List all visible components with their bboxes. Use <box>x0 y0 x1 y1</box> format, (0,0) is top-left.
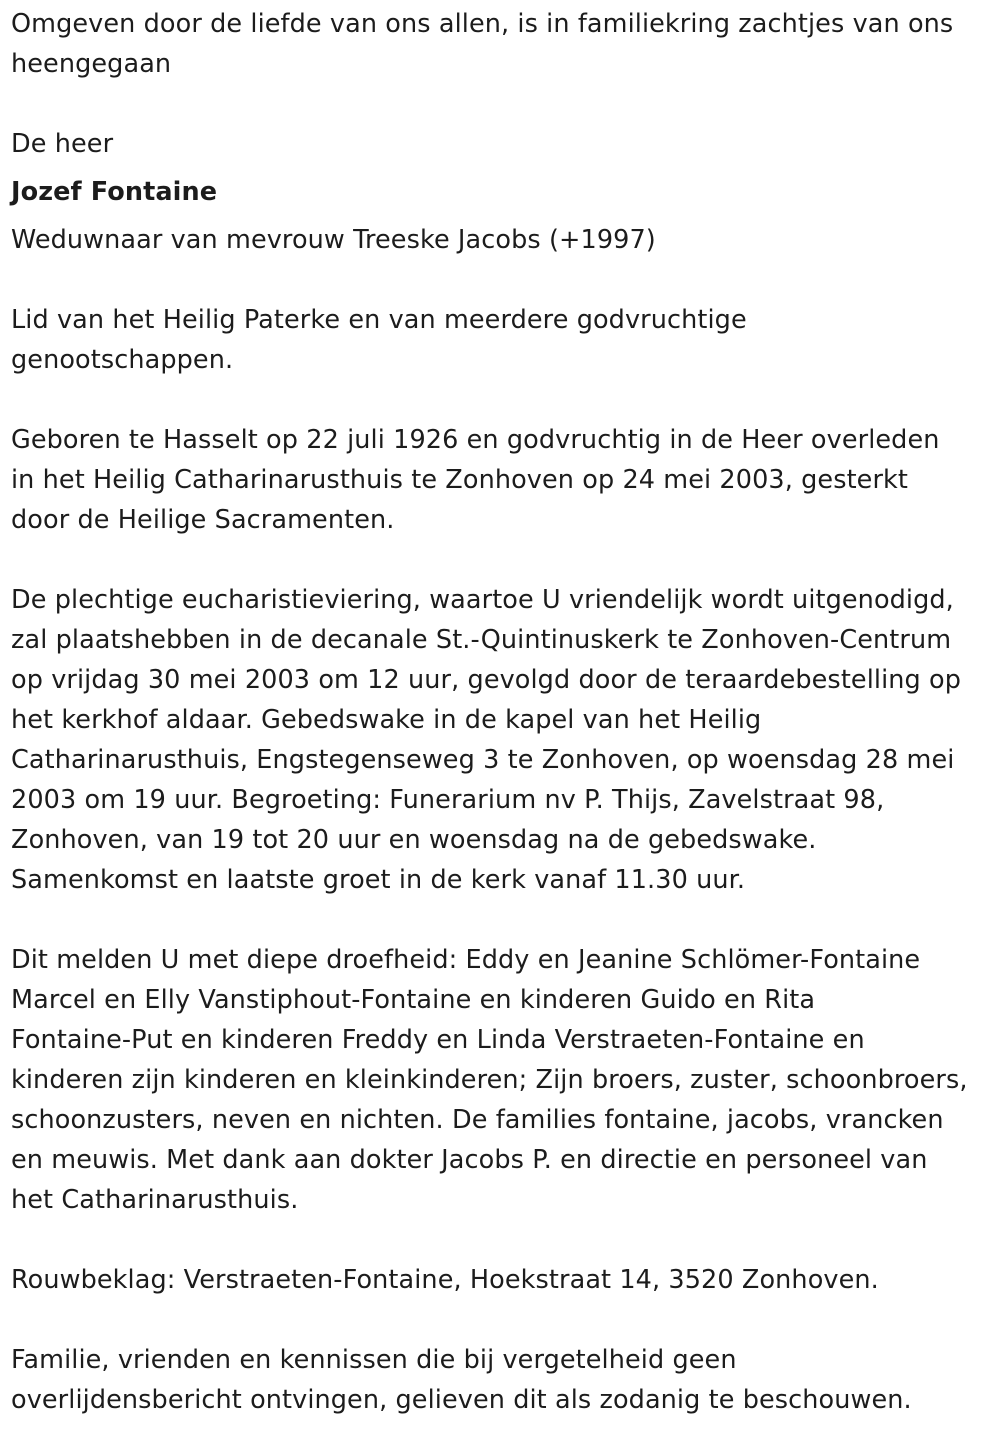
text-line: heengegaan <box>11 49 172 79</box>
text-line: het kerkhof aldaar. Gebedswake in de kapel van het Heilig <box>11 705 762 735</box>
text-line: kinderen zijn kinderen en kleinkinderen; Zijn broers, zuster, schoonbroers, <box>11 1065 968 1095</box>
text-line: genootschappen. <box>11 345 234 375</box>
obituary-text <box>11 4 995 1420</box>
membership-paragraph <box>11 300 995 380</box>
text-line: Lid van het Heilig Paterke en van meerdere godvruchtige <box>11 305 747 335</box>
text-line: overlijdensbericht ontvingen, gelieven dit als zodanig te beschouwen. <box>11 1385 912 1415</box>
text-line: zal plaatshebben in de decanale St.-Quintinuskerk te Zonhoven-Centrum <box>11 625 952 655</box>
ceremony-paragraph <box>11 580 995 900</box>
text-line: op vrijdag 30 mei 2003 om 12 uur, gevolgd door de teraardebestelling op <box>11 665 962 695</box>
text-line: door de Heilige Sacramenten. <box>11 505 395 535</box>
text-line: 2003 om 19 uur. Begroeting: Funerarium nv P. Thijs, Zavelstraat 98, <box>11 785 885 815</box>
text-line: het Catharinarusthuis. <box>11 1185 299 1215</box>
text-line: Fontaine-Put en kinderen Freddy en Linda Verstraeten-Fontaine en <box>11 1025 865 1055</box>
text-line: De plechtige eucharistieviering, waartoe U vriendelijk wordt uitgenodigd, <box>11 585 954 615</box>
salutation: De heer <box>11 129 114 159</box>
birth-death-paragraph <box>11 420 995 540</box>
text-line: Zonhoven, van 19 tot 20 uur en woensdag na de gebedswake. <box>11 825 817 855</box>
text-line: schoonzusters, neven en nichten. De families fontaine, jacobs, vrancken <box>11 1105 944 1135</box>
text-line: Dit melden U met diepe droefheid: Eddy en Jeanine Schlömer-Fontaine <box>11 945 921 975</box>
closing-paragraph <box>11 1340 995 1420</box>
text-line: en meuwis. Met dank aan dokter Jacobs P. en directie en personeel van <box>11 1145 928 1175</box>
text-line: Samenkomst en laatste groet in de kerk vanaf 11.30 uur. <box>11 865 746 895</box>
intro-paragraph <box>11 4 995 84</box>
condolences-paragraph <box>11 1260 995 1300</box>
announcement-paragraph <box>11 940 995 1220</box>
text-line: Catharinarusthuis, Engstegenseweg 3 te Zonhoven, op woensdag 28 mei <box>11 745 955 775</box>
text-line: in het Heilig Catharinarusthuis te Zonhoven op 24 mei 2003, gesterkt <box>11 465 909 495</box>
text-line: Familie, vrienden en kennissen die bij vergetelheid geen <box>11 1345 737 1375</box>
deceased-name: Jozef Fontaine <box>11 177 218 207</box>
text-line: Marcel en Elly Vanstiphout-Fontaine en kinderen Guido en Rita <box>11 985 816 1015</box>
text-line: Geboren te Hasselt op 22 juli 1926 en godvruchtig in de Heer overleden <box>11 425 940 455</box>
spouse-line: Weduwnaar van mevrouw Treeske Jacobs (+1997) <box>11 225 656 255</box>
text-line: Omgeven door de liefde van ons allen, is in familiekring zachtjes van ons <box>11 9 954 39</box>
deceased-block <box>11 124 995 260</box>
text-line: Rouwbeklag: Verstraeten-Fontaine, Hoekstraat 14, 3520 Zonhoven. <box>11 1265 879 1295</box>
